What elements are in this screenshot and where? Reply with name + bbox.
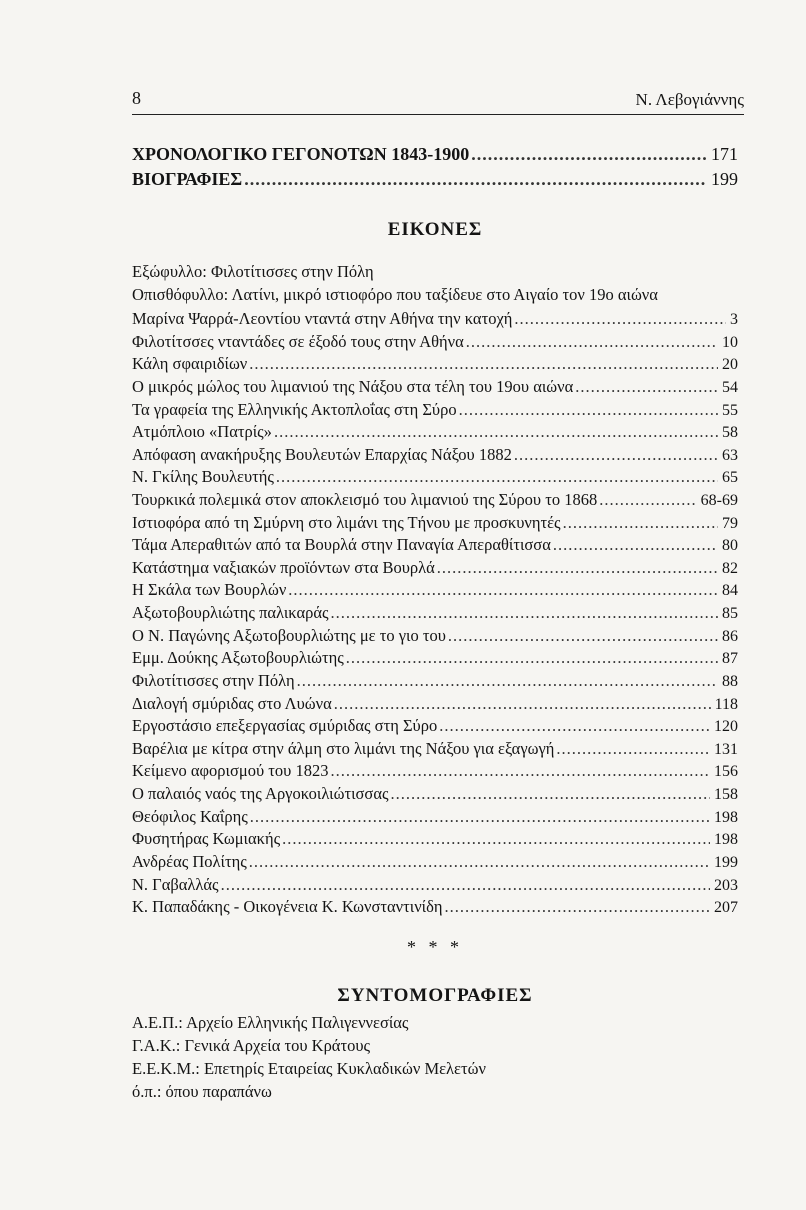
leader-dots — [330, 761, 710, 781]
toc-entry-page: 199 — [711, 169, 738, 189]
image-list-entry — [132, 648, 738, 670]
image-entry-page: 55 — [722, 401, 738, 419]
leader-dots — [249, 354, 718, 374]
image-entry-page: 156 — [714, 763, 738, 781]
image-entry-page: 85 — [722, 605, 738, 623]
leader-dots — [297, 671, 718, 691]
image-entry-page: 118 — [714, 695, 738, 713]
image-list-entry — [132, 490, 738, 512]
image-entry-page: 79 — [722, 514, 738, 532]
abbreviation-item: Ε.Ε.Κ.Μ.: Επετηρίς Εταιρείας Κυκλαδικών Μελετών — [132, 1059, 486, 1078]
image-list-entry — [132, 694, 738, 716]
page-number: 8 — [132, 88, 141, 108]
leader-dots — [514, 309, 726, 329]
image-entry-title: Κείμενο αφορισμού του 1823 — [132, 761, 329, 781]
image-entry-page: 20 — [722, 356, 738, 374]
image-entry-title: Φιλοτίτσσες νταντάδες σε έξοδό τους στην Αθήνα — [132, 331, 464, 351]
image-entry-title: Εργοστάσιο επεξεργασίας σμύριδας στη Σύρο — [132, 716, 438, 736]
image-entry-title: Φυσητήρας Κωμιακής — [132, 829, 281, 849]
image-entry-title: Ο μικρός μώλος του λιμανιού της Νάξου στα τέλη του 19ου αιώνα — [132, 376, 574, 396]
leader-dots — [448, 626, 718, 646]
image-list-entry — [132, 603, 738, 625]
toc-entry-biographies — [132, 169, 738, 191]
image-list-entry — [132, 580, 738, 602]
abbreviations-section-title: ΣΥΝΤΟΜΟΓΡΑΦΙΕΣ — [337, 985, 533, 1006]
image-entry-title: Κατάστημα ναξιακών προϊόντων στα Βουρλά — [132, 557, 435, 577]
image-entry-page: 68-69 — [700, 492, 738, 509]
image-list-entry — [132, 671, 738, 693]
leader-dots — [459, 400, 718, 420]
image-entry-page: 203 — [714, 876, 738, 894]
image-entry-page: 63 — [722, 446, 738, 464]
leader-dots — [250, 807, 710, 827]
toc-entry-title: ΒΙΟΓΡΑΦΙΕΣ — [132, 169, 243, 189]
back-cover-caption: Οπισθόφυλλο: Λατίνι, μικρό ιστιοφόρο που ταξίδευε στο Αιγαίο τον 19ο αιώνα — [132, 285, 658, 304]
image-entry-title: Κ. Παπαδάκης - Οικογένεια Κ. Κωνσταντινίδη — [132, 897, 443, 917]
image-entry-title: Ν. Γκίλης Βουλευτής — [132, 467, 274, 487]
leader-dots — [553, 535, 718, 555]
image-entry-page: 120 — [714, 718, 738, 736]
image-list-entry — [132, 807, 738, 829]
image-entry-title: Φιλοτίτισσες στην Πόλη — [132, 670, 295, 690]
image-entry-title: Εμμ. Δούκης Αξωτοβουρλιώτης — [132, 648, 344, 668]
leader-dots — [466, 332, 718, 352]
toc-entry-chronology — [132, 144, 738, 166]
leader-dots — [439, 716, 710, 736]
leader-dots — [437, 558, 718, 578]
image-entry-title: Η Σκάλα των Βουρλών — [132, 580, 287, 600]
image-entry-title: Βαρέλια με κίτρα στην άλμη στο λιμάνι της Νάξου για εξαγωγή — [132, 738, 555, 758]
image-entry-page: 84 — [722, 582, 738, 600]
leader-dots — [282, 829, 710, 849]
image-list-entry — [132, 332, 738, 354]
images-section-title: ΕΙΚΟΝΕΣ — [387, 219, 483, 240]
image-entry-page: 3 — [730, 311, 738, 328]
image-entry-page: 158 — [714, 786, 738, 803]
leader-dots — [221, 875, 710, 895]
image-entry-title: Διαλογή σμύριδας στο Λυώνα — [132, 693, 332, 713]
image-entry-title: Ανδρέας Πολίτης — [132, 851, 247, 871]
leader-dots — [471, 144, 707, 165]
image-entry-page: 86 — [722, 627, 738, 645]
leader-dots — [575, 377, 718, 397]
image-list-entry — [132, 761, 738, 783]
image-entry-title: Μαρίνα Ψαρρά-Λεοντίου νταντά στην Αθήνα την κατοχή — [132, 309, 513, 328]
image-list-entry — [132, 716, 738, 738]
image-entry-page: 198 — [714, 831, 738, 849]
leader-dots — [331, 603, 718, 623]
toc-entry-title: ΧΡΟΝΟΛΟΓΙΚΟ ΓΕΓΟΝΟΤΩΝ 1843-1900 — [132, 144, 470, 164]
leader-dots — [244, 169, 707, 190]
image-list-entry — [132, 467, 738, 489]
image-list-entry — [132, 829, 738, 851]
abbreviation-item: Α.Ε.Π.: Αρχείο Ελληνικής Παλιγεννεσίας — [132, 1013, 409, 1032]
image-entry-page: 10 — [722, 333, 738, 351]
image-entry-title: Τάμα Απεραθιτών από τα Βουρλά στην Παναγία Απεραθίτισσα — [132, 535, 551, 555]
image-entry-title: Ιστιοφόρα από τη Σμύρνη στο λιμάνι της Τήνου με προσκυνητές — [132, 512, 561, 532]
image-entry-page: 87 — [722, 650, 738, 668]
image-list-entry — [132, 354, 738, 376]
image-list-entry — [132, 445, 738, 467]
front-cover-caption: Εξώφυλλο: Φιλοτίτισσες στην Πόλη — [132, 262, 374, 281]
image-entry-page: 82 — [722, 559, 738, 577]
abbreviation-item: Γ.Α.Κ.: Γενικά Αρχεία του Κράτους — [132, 1036, 371, 1055]
image-list-entry — [132, 784, 738, 806]
leader-dots — [334, 694, 711, 714]
image-entry-title: Ο Ν. Παγώνης Αξωτοβουρλιώτης με το γιο του — [132, 625, 446, 645]
abbreviation-item: ό.π.: όπου παραπάνω — [132, 1082, 272, 1101]
leader-dots — [391, 784, 711, 804]
header-rule — [132, 114, 744, 115]
leader-dots — [288, 580, 718, 600]
image-list-entry — [132, 852, 738, 874]
leader-dots — [563, 513, 718, 533]
image-entry-title: Κάλη σφαιριδίων — [132, 354, 248, 374]
leader-dots — [445, 897, 710, 917]
leader-dots — [249, 852, 710, 872]
leader-dots — [514, 445, 718, 465]
image-entry-page: 207 — [714, 899, 738, 917]
image-entry-page: 54 — [722, 378, 738, 396]
image-entry-title: Τουρκικά πολεμικά στον αποκλεισμό του λιμανιού της Σύρου το 1868 — [132, 490, 598, 509]
image-entry-title: Θεόφιλος Καΐρης — [132, 806, 248, 826]
image-list-entry — [132, 739, 738, 761]
image-list-entry — [132, 535, 738, 557]
image-list-entry — [132, 400, 738, 422]
image-list-entry — [132, 309, 738, 331]
leader-dots — [556, 739, 710, 759]
image-list-entry — [132, 422, 738, 444]
image-entry-title: Ν. Γαβαλλάς — [132, 874, 219, 894]
running-author: Ν. Λεβογιάννης — [635, 90, 744, 109]
image-entry-page: 80 — [722, 537, 738, 555]
running-header — [132, 88, 744, 114]
image-list-entry — [132, 513, 738, 535]
leader-dots — [599, 490, 696, 510]
image-entry-page: 88 — [722, 672, 738, 690]
image-entry-page: 65 — [722, 469, 738, 487]
image-list-entry — [132, 377, 738, 399]
image-entry-page: 199 — [714, 853, 738, 871]
image-list-entry — [132, 558, 738, 580]
image-list-entry — [132, 626, 738, 648]
image-entry-title: Ατμόπλοιο «Πατρίς» — [132, 422, 272, 442]
image-entry-title: Αξωτοβουρλιώτης παλικαράς — [132, 603, 329, 623]
image-entry-title: Τα γραφεία της Ελληνικής Ακτοπλοΐας στη Σύρο — [132, 399, 457, 419]
image-entry-page: 58 — [722, 424, 738, 442]
image-list-entry — [132, 875, 738, 897]
image-entry-page: 131 — [714, 740, 738, 758]
image-entry-title: Ο παλαιός ναός της Αργοκοιλιώτισσας — [132, 784, 389, 803]
image-entry-page: 198 — [714, 808, 738, 826]
section-separator: * * * — [407, 937, 463, 957]
toc-entry-page: 171 — [711, 144, 738, 164]
leader-dots — [276, 467, 718, 487]
leader-dots — [346, 648, 718, 668]
image-list-entry — [132, 897, 738, 919]
image-entry-title: Απόφαση ανακήρυξης Βουλευτών Επαρχίας Νάξου 1882 — [132, 444, 512, 464]
leader-dots — [274, 422, 718, 442]
